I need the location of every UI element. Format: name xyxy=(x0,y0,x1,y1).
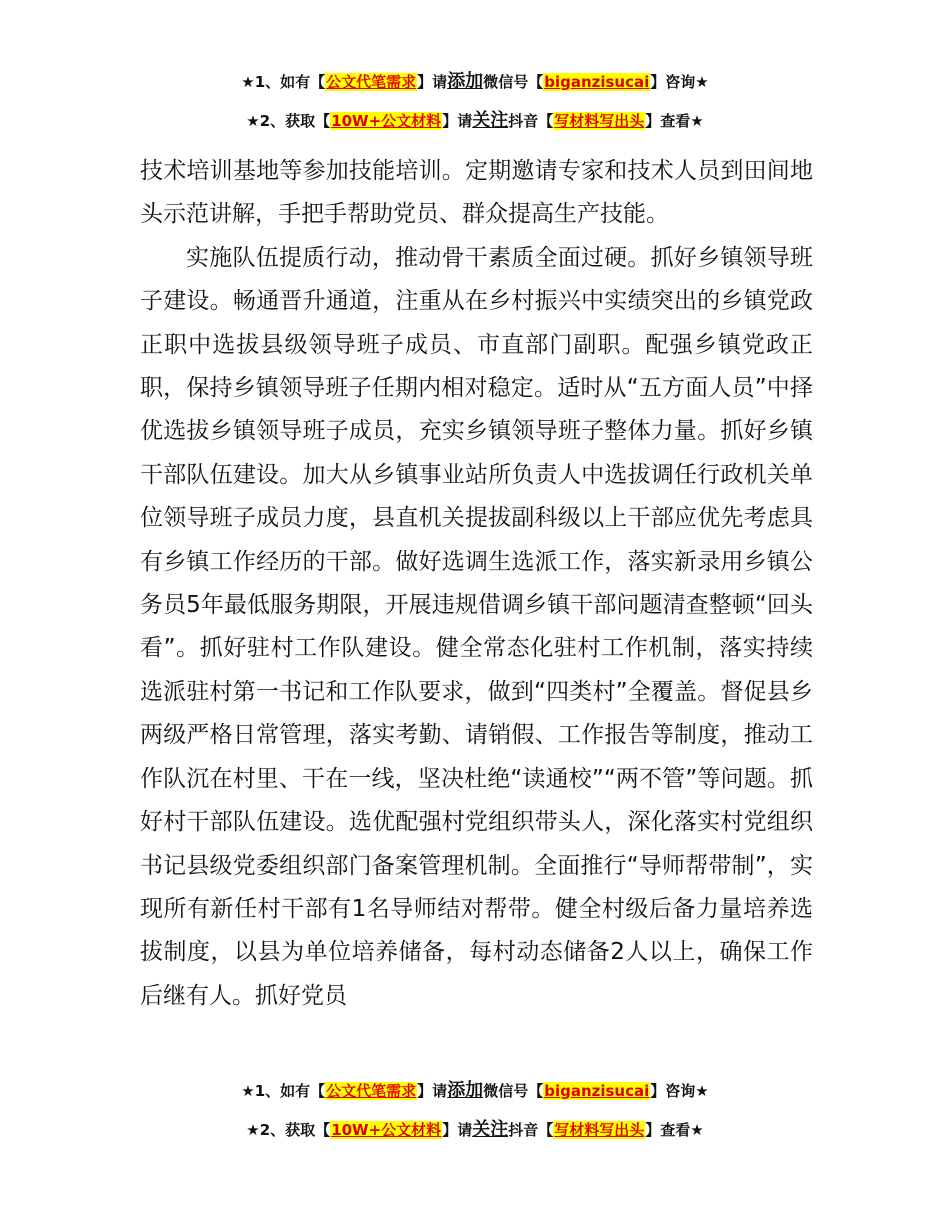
banner-emphasis: 关注 xyxy=(472,1119,509,1140)
banner-suffix: 】咨询★ xyxy=(650,1082,709,1100)
banner-highlight-service: 公文代笔需求 xyxy=(326,73,417,91)
footer-banner-1 xyxy=(0,1076,950,1102)
banner-highlight-materials: 10W+公文材料 xyxy=(331,112,442,130)
banner-emphasis: 添加 xyxy=(447,1080,484,1101)
banner-highlight-wechat-id: biganzisucai xyxy=(544,73,650,91)
banner-text: 】请 xyxy=(442,1121,473,1139)
banner-text: 微信号【 xyxy=(483,1082,544,1100)
banner-text: 微信号【 xyxy=(483,73,544,91)
banner-emphasis: 添加 xyxy=(447,71,484,92)
banner-prefix: ★1、如有【 xyxy=(241,73,326,91)
banner-suffix: 】咨询★ xyxy=(650,73,709,91)
banner-text: 】请 xyxy=(417,73,448,91)
banner-prefix: ★2、获取【 xyxy=(246,112,331,130)
banner-text: 】请 xyxy=(417,1082,448,1100)
body-paragraph-2: 实施队伍提质行动，推动骨干素质全面过硬。抓好乡镇领导班子建设。畅通晋升通道，注重从在乡村振兴中实绩突出的乡镇党政正职中选拔县级领导班子成员、市直部门副职。配强乡镇党政正职，保持乡镇领导班子任期内相对稳定。适时从“五方面人员”中择优选拔乡镇领导班子成员，充实乡镇领导班子整体力量。抓好乡镇干部队伍建设。加大从乡镇事业站所负责人中选拔调任行政机关单位领导班子成员力度，县直机关提拔副科级以上干部应优先考虑具有乡镇工作经历的干部。做好选调生选派工作，落实新录用乡镇公务员5年最低服务期限，开展违规借调乡镇干部问题清查整顿“回头看”。抓好驻村工作队建设。健全常态化驻村工作机制，落实持续选派驻村第一书记和工作队要求，做到“四类村”全覆盖。督促县乡两级严格日常管理，落实考勤、请销假、工作报告等制度，推动工作队沉在村里、干在一线，坚决杜绝“读通校”“两不管”等问题。抓好村干部队伍建设。选优配强村党组织带头人，深化落实村党组织书记县级党委组织部门备案管理机制。全面推行“导师帮带制”，实现所有新任村干部有1名导师结对帮带。健全村级后备力量培养选拔制度，以县为单位培养储备，每村动态储备2人以上，确保工作后继有人。抓好党员 xyxy=(140,244,813,1009)
banner-text: 抖音【 xyxy=(508,1121,554,1139)
banner-text: 】请 xyxy=(442,112,473,130)
banner-highlight-douyin-account: 写材料写出头 xyxy=(554,1121,645,1139)
body-paragraph-1: 技术培训基地等参加技能培训。定期邀请专家和技术人员到田间地头示范讲解，手把手帮助党员、群众提高生产技能。 xyxy=(140,158,813,228)
banner-prefix: ★2、获取【 xyxy=(246,1121,331,1139)
banner-highlight-service: 公文代笔需求 xyxy=(326,1082,417,1100)
footer-banner-2 xyxy=(0,1115,950,1141)
banner-text: 抖音【 xyxy=(508,112,554,130)
header-banner-1 xyxy=(0,67,950,93)
banner-highlight-materials: 10W+公文材料 xyxy=(331,1121,442,1139)
banner-highlight-douyin-account: 写材料写出头 xyxy=(554,112,645,130)
header-banner-2 xyxy=(0,106,950,132)
document-body xyxy=(140,150,813,1018)
banner-suffix: 】查看★ xyxy=(645,112,704,130)
banner-suffix: 】查看★ xyxy=(645,1121,704,1139)
banner-highlight-wechat-id: biganzisucai xyxy=(544,1082,650,1100)
banner-emphasis: 关注 xyxy=(472,110,509,131)
banner-prefix: ★1、如有【 xyxy=(241,1082,326,1100)
